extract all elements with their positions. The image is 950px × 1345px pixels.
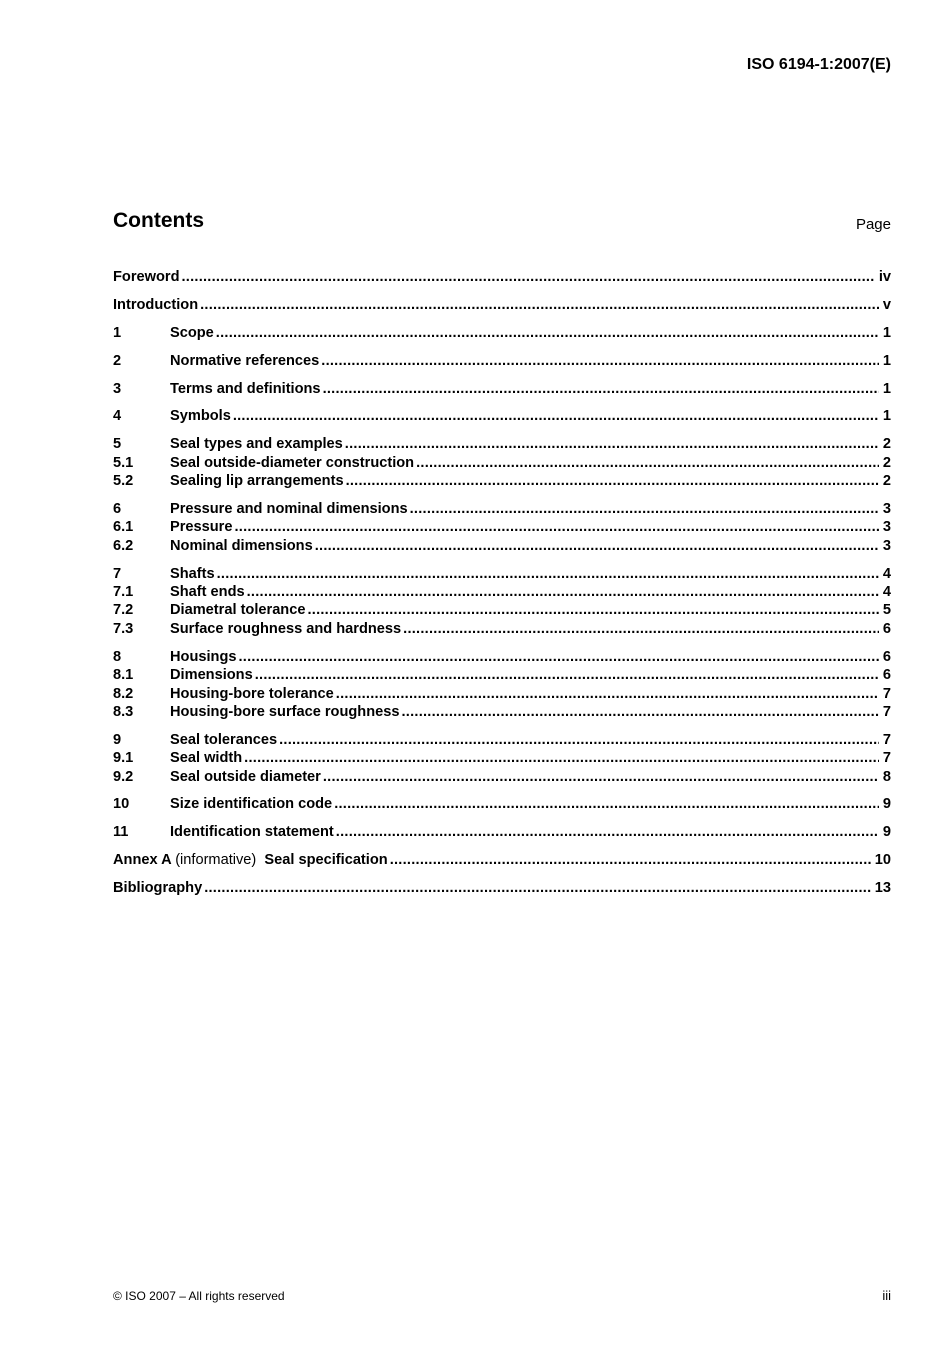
annex-label: Annex A [113,852,172,869]
toc-entry-page: 2 [882,473,891,490]
toc-entry-title: Diametral tolerance [170,602,306,619]
toc-entry-page: 7 [882,731,891,748]
toc-entry-title: Seal outside-diameter construction [170,454,415,471]
toc-entry[interactable] [113,565,891,583]
toc-entry-title: Housing-bore tolerance [170,685,334,702]
toc-entry-title: Pressure [170,519,233,536]
toc-entry-title: Identification statement [170,824,334,841]
toc-entry[interactable] [113,749,891,767]
toc-entry-page: 4 [882,584,891,601]
dot-leader [231,407,879,425]
toc-entry-number: 11 [113,824,129,841]
dot-leader [343,435,879,453]
dot-leader [232,518,878,536]
dot-leader [202,879,871,897]
toc-entry[interactable] [113,768,891,786]
toc-entry-title: Shaft ends [170,584,245,601]
toc-entry[interactable] [113,407,891,425]
dot-leader [215,565,879,583]
dot-leader [414,454,879,472]
toc-entry-title: Foreword [113,269,180,285]
dot-leader [408,500,879,518]
contents-heading: Contents [113,209,204,232]
toc-entry[interactable] [113,685,891,703]
toc-entry-title: Surface roughness and hardness [170,620,402,637]
toc-entry-number: 7 [113,565,122,582]
toc-entry-page: 8 [882,768,891,785]
toc-entry[interactable] [113,879,891,897]
toc-entry-number: 8.2 [113,685,134,702]
toc-entry-number: 10 [113,796,130,813]
footer-copyright: © ISO 2007 – All rights reserved [113,1289,285,1303]
document-id: ISO 6194-1:2007(E) [746,56,891,73]
toc-entry-title: Introduction [113,296,199,313]
dot-leader [236,648,878,666]
toc-entry[interactable] [113,537,891,555]
toc-entry-title: Bibliography [113,880,203,897]
toc-entry[interactable] [113,731,891,749]
toc-entry-page: 9 [882,824,891,841]
toc-entry-page: 3 [882,519,891,536]
toc-entry[interactable] [113,601,891,619]
dot-leader [319,352,879,370]
toc-entry-page: 7 [882,750,891,767]
toc-entry-title: Sealing lip arrangements [170,473,344,490]
dot-leader [179,268,874,286]
dot-leader [321,380,879,398]
toc-entry-number: 6.1 [113,519,134,536]
toc-entry[interactable] [113,296,891,314]
toc-entry-number: 7.2 [113,602,134,619]
toc-entry-title: Seal tolerances [170,731,278,748]
toc-entry-title: Symbols [170,408,231,425]
toc-entry-number: 7.1 [113,584,134,601]
toc-entry[interactable] [113,380,891,398]
toc-entry-page: 1 [882,380,891,397]
toc-entry-title: Seal width [170,750,243,767]
toc-entry-number: 7.3 [113,620,134,637]
toc-entry-page: 6 [882,667,891,684]
toc-entry[interactable] [113,324,891,342]
toc-entry-title: Dimensions [170,667,253,684]
toc-entry-page: 6 [882,620,891,637]
annex-type: (informative) [175,852,257,869]
toc-entry-page: 9 [882,796,891,813]
toc-entry-title: Pressure and nominal dimensions [170,501,408,518]
dot-leader [334,823,879,841]
toc-entry-title: Scope [170,324,214,341]
dot-leader [399,703,878,721]
toc-entry-page: iv [878,269,891,285]
toc-entry-title: Normative references [170,352,320,369]
toc-entry-number: 6.2 [113,537,134,554]
toc-entry-number: 4 [113,408,122,425]
dot-leader [388,851,871,869]
toc-entry[interactable] [113,518,891,536]
toc-entry-number: 6 [113,501,122,518]
toc-entry-number: 8.3 [113,703,134,720]
toc-entry-page: 7 [882,685,891,702]
toc-entry[interactable] [113,500,891,518]
toc-entry-page: 2 [882,454,891,471]
dot-leader [334,685,879,703]
toc-entry-title: Seal outside diameter [170,768,321,785]
toc-entry-number: 9.1 [113,750,134,767]
dot-leader [321,768,879,786]
toc-entry[interactable] [113,823,891,841]
toc-entry-page: 5 [882,602,891,619]
toc-entry-number: 5.2 [113,473,134,490]
toc-entry[interactable] [113,666,891,684]
toc-entry-page: 4 [882,565,891,582]
dot-leader [344,472,879,490]
toc-entry-page: 1 [882,352,891,369]
dot-leader [242,749,879,767]
toc-entry-title: Housings [170,648,237,665]
toc-entry-page: 3 [882,537,891,554]
toc-entry[interactable] [113,472,891,490]
dot-leader [253,666,879,684]
toc-entry[interactable] [113,268,891,286]
toc-entry-number: 1 [113,324,122,341]
toc-entry-number: 5.1 [113,454,134,471]
toc-entry-title: Shafts [170,565,215,582]
toc-entry-title: Seal types and examples [170,436,343,453]
toc-entry-page: 6 [882,648,891,665]
footer-page-number: iii [882,1288,891,1303]
toc-entry-title: Housing-bore surface roughness [170,703,400,720]
toc-entry-number: 9.2 [113,768,134,785]
dot-leader [401,620,879,638]
toc-entry-title: Size identification code [170,796,333,813]
toc-entry-number: 8.1 [113,667,134,684]
dot-leader [214,324,879,342]
dot-leader [332,795,879,813]
toc-entry[interactable] [113,648,891,666]
toc-entry-page: 2 [882,436,891,453]
toc-entry[interactable] [113,851,891,869]
page-column-label: Page [855,216,891,233]
toc-entry-page: 1 [882,408,891,425]
dot-leader [305,601,878,619]
toc-entry-page: 10 [874,852,891,869]
toc-entry-number: 5 [113,436,122,453]
toc-entry-title: Terms and definitions [170,380,321,397]
toc-entry[interactable] [113,352,891,370]
toc-entry[interactable] [113,435,891,453]
toc-entry-page: 7 [882,703,891,720]
dot-leader [313,537,879,555]
toc-entry[interactable] [113,703,891,721]
toc-entry-number: 3 [113,380,122,397]
toc-entry[interactable] [113,454,891,472]
toc-entry-page: v [882,296,891,313]
toc-entry-number: 2 [113,352,122,369]
toc-entry-title [113,851,388,869]
dot-leader [245,583,879,601]
table-of-contents [113,268,891,898]
dot-leader [277,731,879,749]
toc-entry-page: 3 [882,501,891,518]
dot-leader [198,296,879,314]
annex-title: Seal specification [264,852,388,869]
toc-entry-page: 1 [882,324,891,341]
toc-entry[interactable] [113,795,891,813]
toc-entry[interactable] [113,620,891,638]
toc-entry-page: 13 [874,880,891,897]
toc-entry-number: 8 [113,648,122,665]
toc-entry[interactable] [113,583,891,601]
toc-entry-number: 9 [113,731,122,748]
toc-entry-title: Nominal dimensions [170,537,313,554]
